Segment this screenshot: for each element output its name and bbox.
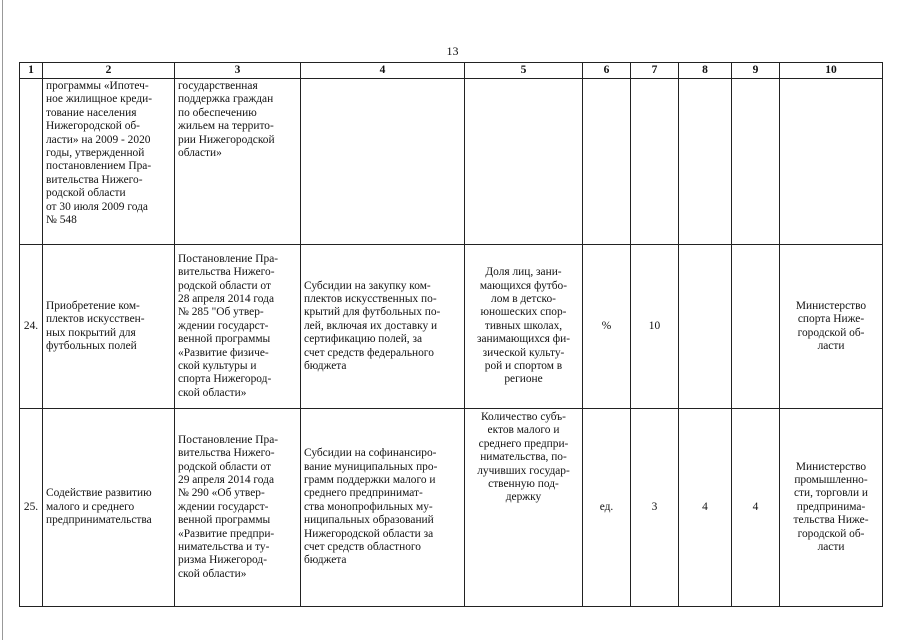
indicator-cell: Доля лиц, зани- мающихся футбо- лом в детско- юношеских спор- тивных школах, занимающихся фи- зической культу- рой и спортом в регионе bbox=[465, 245, 583, 409]
row-number-cell: 25. bbox=[20, 409, 43, 607]
unit-cell: % bbox=[583, 245, 631, 409]
value-cell-7 bbox=[631, 79, 679, 245]
header-col-7: 7 bbox=[631, 63, 679, 79]
measure-name-cell: программы «Ипотеч- ное жилищное креди- тование населения Нижегородской об- ласти» на 2009 - 2020 годы, утвержденной постановлением Пра- вительства Нижего- родской области от 30 июля 2009 года № 548 bbox=[43, 79, 175, 245]
value-cell-8 bbox=[679, 79, 732, 245]
header-col-9: 9 bbox=[732, 63, 780, 79]
header-col-2: 2 bbox=[43, 63, 175, 79]
responsible-cell: Министерство спорта Ниже- городской об- ласти bbox=[780, 245, 883, 409]
legal-basis-cell: государственная поддержка граждан по обеспечению жильем на террито- рии Нижегородской области» bbox=[175, 79, 301, 245]
table-row bbox=[20, 245, 883, 409]
value-cell-8 bbox=[679, 245, 732, 409]
table-row bbox=[20, 409, 883, 607]
measure-name-cell: Приобретение ком- плектов искусствен- ных покрытий для футбольных полей bbox=[43, 245, 175, 409]
row-number-cell: 24. bbox=[20, 245, 43, 409]
header-col-10: 10 bbox=[780, 63, 883, 79]
legal-basis-cell: Постановление Пра- вительства Нижего- родской области от 28 апреля 2014 года № 285 "Об утвер- ждении государст- венной программы «Развитие физиче- ской культуры и спорта Нижегород- ской области» bbox=[175, 245, 301, 409]
legal-basis-cell: Постановление Пра- вительства Нижего- родской области от 29 апреля 2014 года № 290 «Об утвер- ждении государст- венной программы «Развитие предпри- нимательства и ту- ризма Нижегород- ской области» bbox=[175, 409, 301, 607]
value-cell-9 bbox=[732, 79, 780, 245]
value-cell-9 bbox=[732, 245, 780, 409]
responsible-cell bbox=[780, 79, 883, 245]
table-row bbox=[20, 79, 883, 245]
page-number: 13 bbox=[446, 44, 459, 58]
indicator-cell bbox=[465, 79, 583, 245]
value-cell-8: 4 bbox=[679, 409, 732, 607]
value-cell-7: 10 bbox=[631, 245, 679, 409]
header-col-6: 6 bbox=[583, 63, 631, 79]
funding-cell bbox=[301, 79, 465, 245]
funding-cell: Субсидии на софинансиро- вание муниципальных про- грамм поддержки малого и среднего предпринимат- ства монопрофильных му- ниципальных образований Нижегородской области за счет средств областного бюджета bbox=[301, 409, 465, 607]
funding-cell: Субсидии на закупку ком- плектов искусственных по- крытий для футбольных по- лей, включая их доставку и сертификацию полей, за счет средств федерального бюджета bbox=[301, 245, 465, 409]
unit-cell bbox=[583, 79, 631, 245]
header-col-3: 3 bbox=[175, 63, 301, 79]
indicator-cell: Количество субъ- ектов малого и среднего предпри- нимательства, по- лучивших государ- ственную под- держку bbox=[465, 409, 583, 607]
header-col-8: 8 bbox=[679, 63, 732, 79]
value-cell-9: 4 bbox=[732, 409, 780, 607]
left-margin-line bbox=[2, 0, 3, 640]
program-table bbox=[19, 62, 883, 607]
row-number-cell bbox=[20, 79, 43, 245]
value-cell-7: 3 bbox=[631, 409, 679, 607]
measure-name-cell: Содействие развитию малого и среднего предпринимательства bbox=[43, 409, 175, 607]
header-col-5: 5 bbox=[465, 63, 583, 79]
unit-cell: ед. bbox=[583, 409, 631, 607]
header-col-4: 4 bbox=[301, 63, 465, 79]
header-row bbox=[20, 63, 883, 79]
header-col-1: 1 bbox=[20, 63, 43, 79]
responsible-cell: Министерство промышленно- сти, торговли и предпринима- тельства Ниже- городской об- ласти bbox=[780, 409, 883, 607]
